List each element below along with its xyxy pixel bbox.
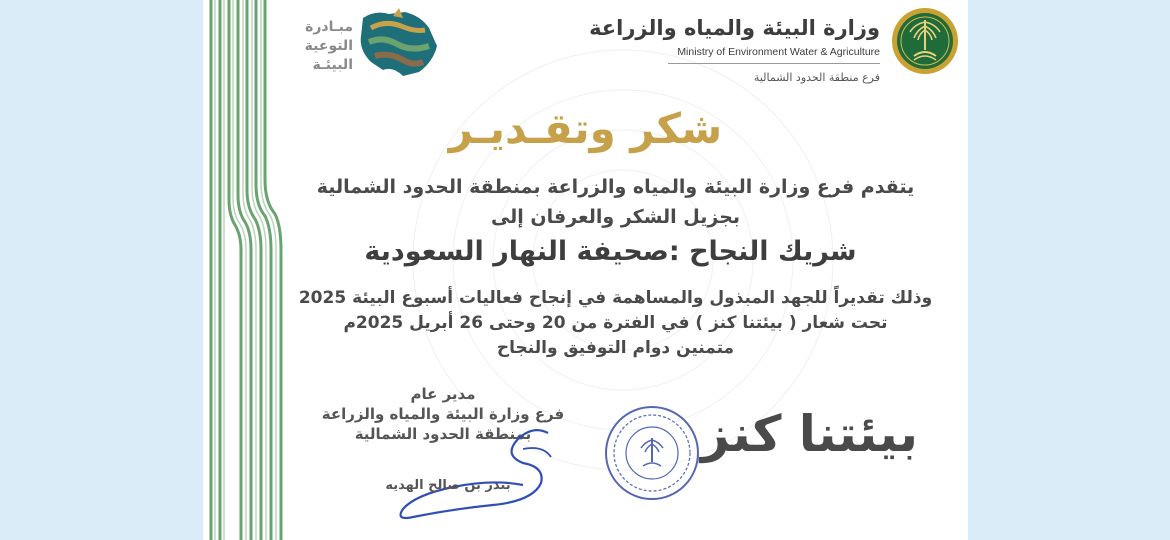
certificate-page bbox=[203, 0, 968, 540]
branch-name: فرع منطقة الحدود الشمالية bbox=[753, 71, 880, 84]
body-line: تحت شعار ( بيئتنا كنز ) في الفترة من 20 وحتى 26 أبريل 2025م bbox=[343, 313, 888, 333]
environmental-awareness-initiative-logo-icon bbox=[353, 6, 441, 81]
initiative-line: البيئـة bbox=[312, 57, 353, 73]
signatory-line: بمنطقة الحدود الشمالية bbox=[354, 425, 532, 443]
certificate-body bbox=[293, 286, 938, 361]
ministry-name-arabic: وزارة البيئة والمياه والزراعة bbox=[589, 16, 880, 40]
initiative-line: مبـادرة bbox=[305, 19, 353, 35]
signatory-line: مدير عام bbox=[410, 385, 476, 403]
intro-line: يتقدم فرع وزارة البيئة والمياه والزراعة بمنطقة الحدود الشمالية bbox=[316, 176, 915, 198]
decorative-green-stripes bbox=[203, 0, 293, 540]
body-line: وذلك تقديراً للجهد المبذول والمساهمة في إنجاح فعاليات أسبوع البيئة 2025 bbox=[298, 288, 933, 308]
initiative-name bbox=[297, 18, 353, 75]
ministry-emblem-icon bbox=[890, 6, 960, 76]
certificate-title: شكر وتقـديـر bbox=[448, 104, 723, 153]
header-divider bbox=[668, 63, 880, 64]
initiative-line: التوعية bbox=[304, 38, 353, 54]
handwritten-signature bbox=[373, 405, 563, 525]
ministry-name-english: Ministry of Environment Water & Agriculture bbox=[677, 46, 880, 58]
intro-text bbox=[293, 172, 938, 232]
recipient-name: شريك النجاح :صحيفة النهار السعودية bbox=[364, 236, 857, 267]
signatory-line: فرع وزارة البيئة والمياه والزراعة bbox=[321, 405, 565, 423]
official-stamp-icon bbox=[603, 404, 701, 502]
signer-name: بندر بن صالح الهديه bbox=[385, 478, 511, 493]
intro-line: بجزيل الشكر والعرفان إلى bbox=[490, 206, 741, 228]
body-line: متمنين دوام التوفيق والنجاح bbox=[496, 338, 735, 358]
campaign-logo: بيئتنا كنز bbox=[700, 405, 918, 463]
